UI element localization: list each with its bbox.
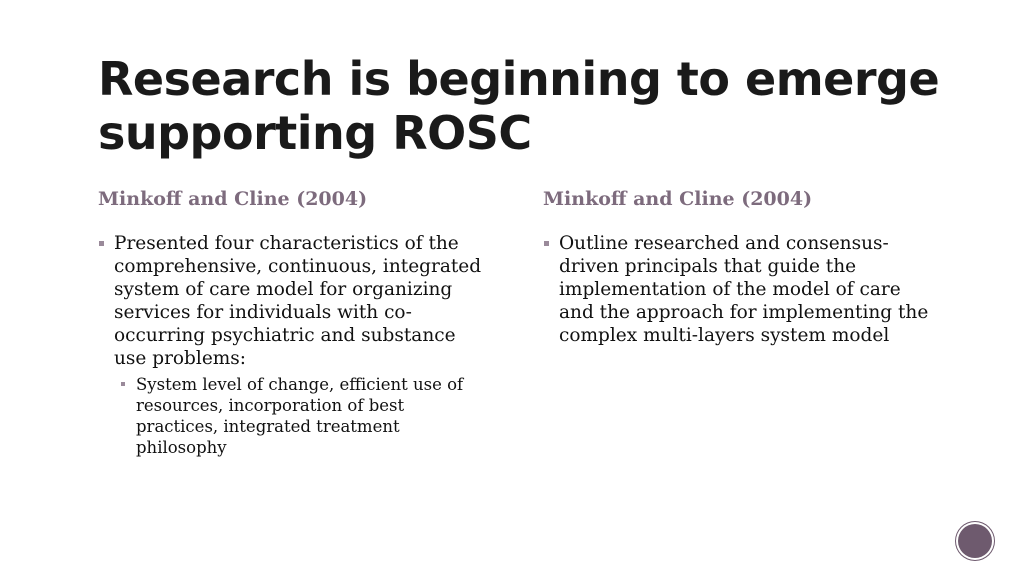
right-column xyxy=(543,186,933,347)
left-sub-bullet-list xyxy=(114,374,488,458)
right-bullet-list xyxy=(543,232,933,347)
slide-title: Research is beginning to emerge supporting ROSC xyxy=(98,52,940,160)
left-bullet-text: Presented four characteristics of the comprehensive, continuous, integrated system of care model for organizing services for individuals with co-occurring psychiatric and substance use problems: xyxy=(114,233,482,369)
right-bullet-item xyxy=(543,232,933,347)
left-bullet-list xyxy=(98,232,488,458)
left-column xyxy=(98,186,488,458)
left-column-heading: Minkoff and Cline (2004) xyxy=(98,188,368,210)
slide-number-badge xyxy=(958,524,992,558)
right-bullet-text: Outline researched and consensus- driven principals that guide the implementation of the model of care and the approach for implementing the complex multi-layers system model xyxy=(559,233,929,346)
left-bullet-item xyxy=(98,232,488,458)
left-sub-bullet-item: System level of change, efficient use of resources, incorporation of best practices, integrated treatment philosophy xyxy=(120,374,488,458)
right-column-heading: Minkoff and Cline (2004) xyxy=(543,188,813,210)
